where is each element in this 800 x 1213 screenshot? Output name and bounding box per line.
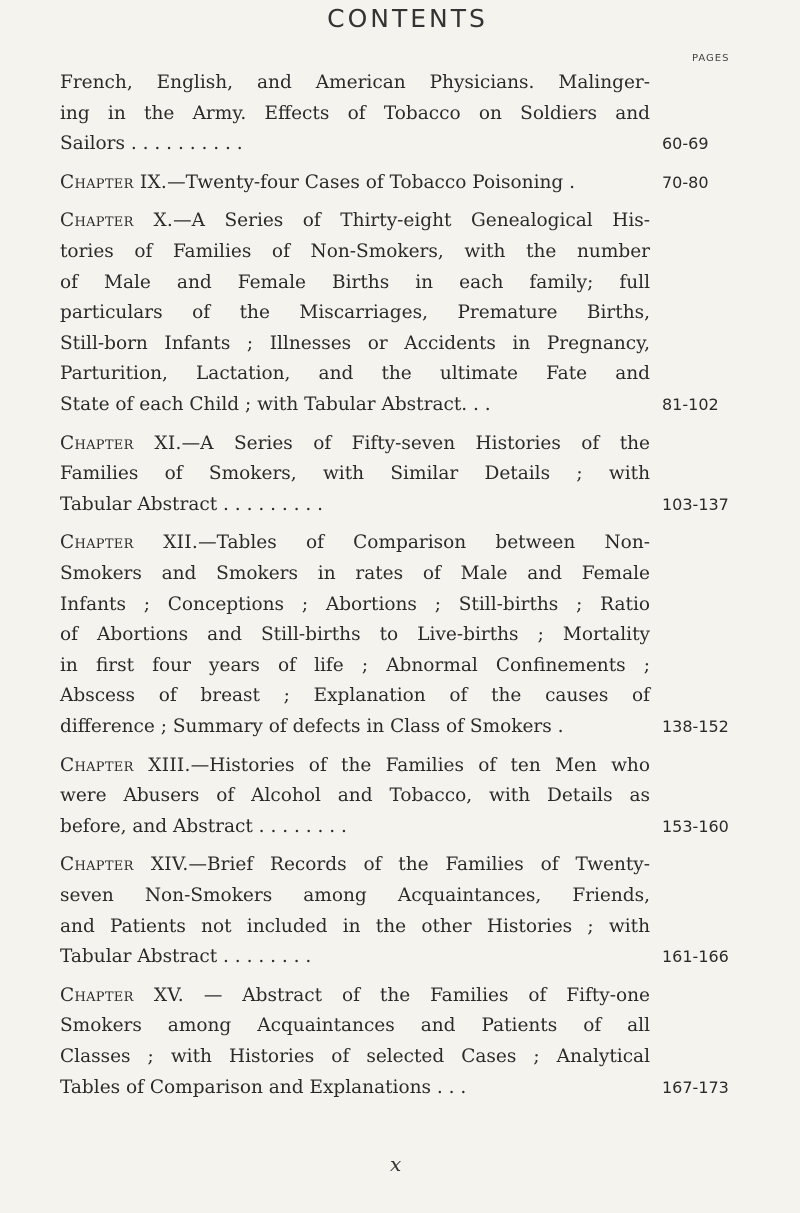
entry-text: French, English, and American Physicians. Malinger- [60, 72, 650, 93]
entry-text: ing in the Army. Effects of Tobacco on Soldiers and [60, 102, 650, 124]
pages-column-label: PAGES [692, 53, 730, 64]
entry-line [60, 881, 650, 911]
entry-text: —Twenty-four Cases of Tobacco Poisoning . [167, 171, 576, 193]
signature-mark: x [390, 1152, 402, 1176]
entry-line [60, 912, 650, 942]
chapter-heading: Chapter IX. [60, 171, 168, 193]
entry-text: seven Non-Smokers among Acquaintances, Friends, [60, 885, 650, 906]
page-range: 161-166 [662, 947, 729, 967]
entry-line [60, 651, 650, 681]
page-range: 153-160 [662, 816, 729, 836]
entry-line [60, 129, 650, 159]
entry-text: Parturition, Lactation, and the ultimate Fate and [60, 363, 650, 385]
entry-line [60, 237, 650, 267]
entry-line [60, 68, 650, 98]
entry-line [60, 812, 650, 842]
page-range: 60-69 [662, 134, 709, 154]
entry-line [60, 429, 650, 459]
entry-text: Smokers and Smokers in rates of Male and Female [60, 563, 650, 584]
entry-line [60, 590, 650, 620]
entry-text: —A Series of Thirty-eight Genealogical His- [173, 210, 650, 232]
page-range: 70-80 [662, 172, 709, 192]
entry-line [60, 459, 650, 489]
entry-text: Tabular Abstract . . . . . . . . [60, 946, 312, 968]
chapter-heading: Chapter XI. [60, 432, 182, 454]
entry-text: tories of Families of Non-Smokers, with the number [60, 241, 650, 262]
entry-line [60, 620, 650, 650]
entry-line [60, 268, 650, 298]
page-title: CONTENTS [327, 4, 488, 33]
chapter-heading: Chapter XV. [60, 984, 184, 1006]
entry-line [60, 751, 650, 781]
entry-line [60, 359, 650, 389]
entry-line [60, 559, 650, 589]
page-range: 103-137 [662, 494, 729, 514]
entry-text: difference ; Summary of defects in Class of Smokers . [60, 716, 564, 737]
entry-text: —A Series of Fifty-seven Histories of the [181, 432, 650, 454]
entry-line [60, 1042, 650, 1072]
page-range: 167-173 [662, 1077, 729, 1097]
entry-text: Classes ; with Histories of selected Cases ; Analytical [60, 1046, 650, 1067]
entry-text: —Histories of the Families of ten Men who [190, 754, 650, 776]
chapter-heading: Chapter XII. [60, 532, 199, 554]
entry-text: State of each Child ; with Tabular Abstract. . . [60, 394, 491, 415]
entry-text: particulars of the Miscarriages, Premature Births, [60, 302, 650, 324]
entry-text: before, and Abstract . . . . . . . . [60, 815, 347, 837]
entry-text: Tables of Comparison and Explanations . . . [60, 1076, 467, 1098]
entry-line [60, 781, 650, 811]
entry-line [60, 1011, 650, 1041]
entry-text: of Male and Female Births in each family; full [60, 271, 650, 293]
entry-line [60, 206, 650, 236]
entry-text: Abscess of breast ; Explanation of the causes of [60, 685, 650, 707]
entry-line [60, 850, 650, 880]
page-range: 138-152 [662, 717, 729, 736]
entry-line [60, 681, 650, 711]
entry-line [60, 490, 650, 520]
chapter-heading: Chapter X. [60, 210, 174, 232]
entry-text: were Abusers of Alcohol and Tobacco, with Details as [60, 785, 650, 807]
entry-line [60, 942, 650, 972]
entry-line [60, 528, 650, 558]
entry-text: Tabular Abstract . . . . . . . . . [60, 493, 324, 515]
entry-line [60, 981, 650, 1011]
entry-text: Still-born Infants ; Illnesses or Accidents in Pregnancy, [60, 332, 650, 354]
entry-line [60, 298, 650, 328]
entry-line [60, 1073, 650, 1103]
page-range: 81-102 [662, 395, 719, 414]
chapter-heading: Chapter XIII. [60, 754, 191, 776]
entry-line [60, 99, 650, 129]
entry-text: of Abortions and Still-births to Live-births ; Mortality [60, 624, 650, 646]
entry-text: Smokers among Acquaintances and Patients of all [60, 1015, 650, 1037]
entry-text: Sailors . . . . . . . . . . [60, 133, 243, 155]
entry-text: —Brief Records of the Families of Twenty- [188, 854, 651, 876]
entry-text: Infants ; Conceptions ; Abortions ; Still-births ; Ratio [60, 593, 650, 615]
entry-text: —Tables of Comparison between Non- [198, 532, 650, 554]
entry-line [60, 329, 650, 359]
entry-line [60, 712, 650, 742]
entry-line [60, 390, 650, 420]
entry-text: Families of Smokers, with Similar Details ; with [60, 463, 650, 485]
entry-text: — Abstract of the Families of Fifty-one [183, 984, 650, 1006]
entry-text: in first four years of life ; Abnormal Confinements ; [60, 654, 650, 676]
chapter-heading: Chapter XIV. [60, 854, 189, 876]
entry-line [60, 168, 650, 198]
entry-text: and Patients not included in the other Histories ; with [60, 915, 650, 937]
